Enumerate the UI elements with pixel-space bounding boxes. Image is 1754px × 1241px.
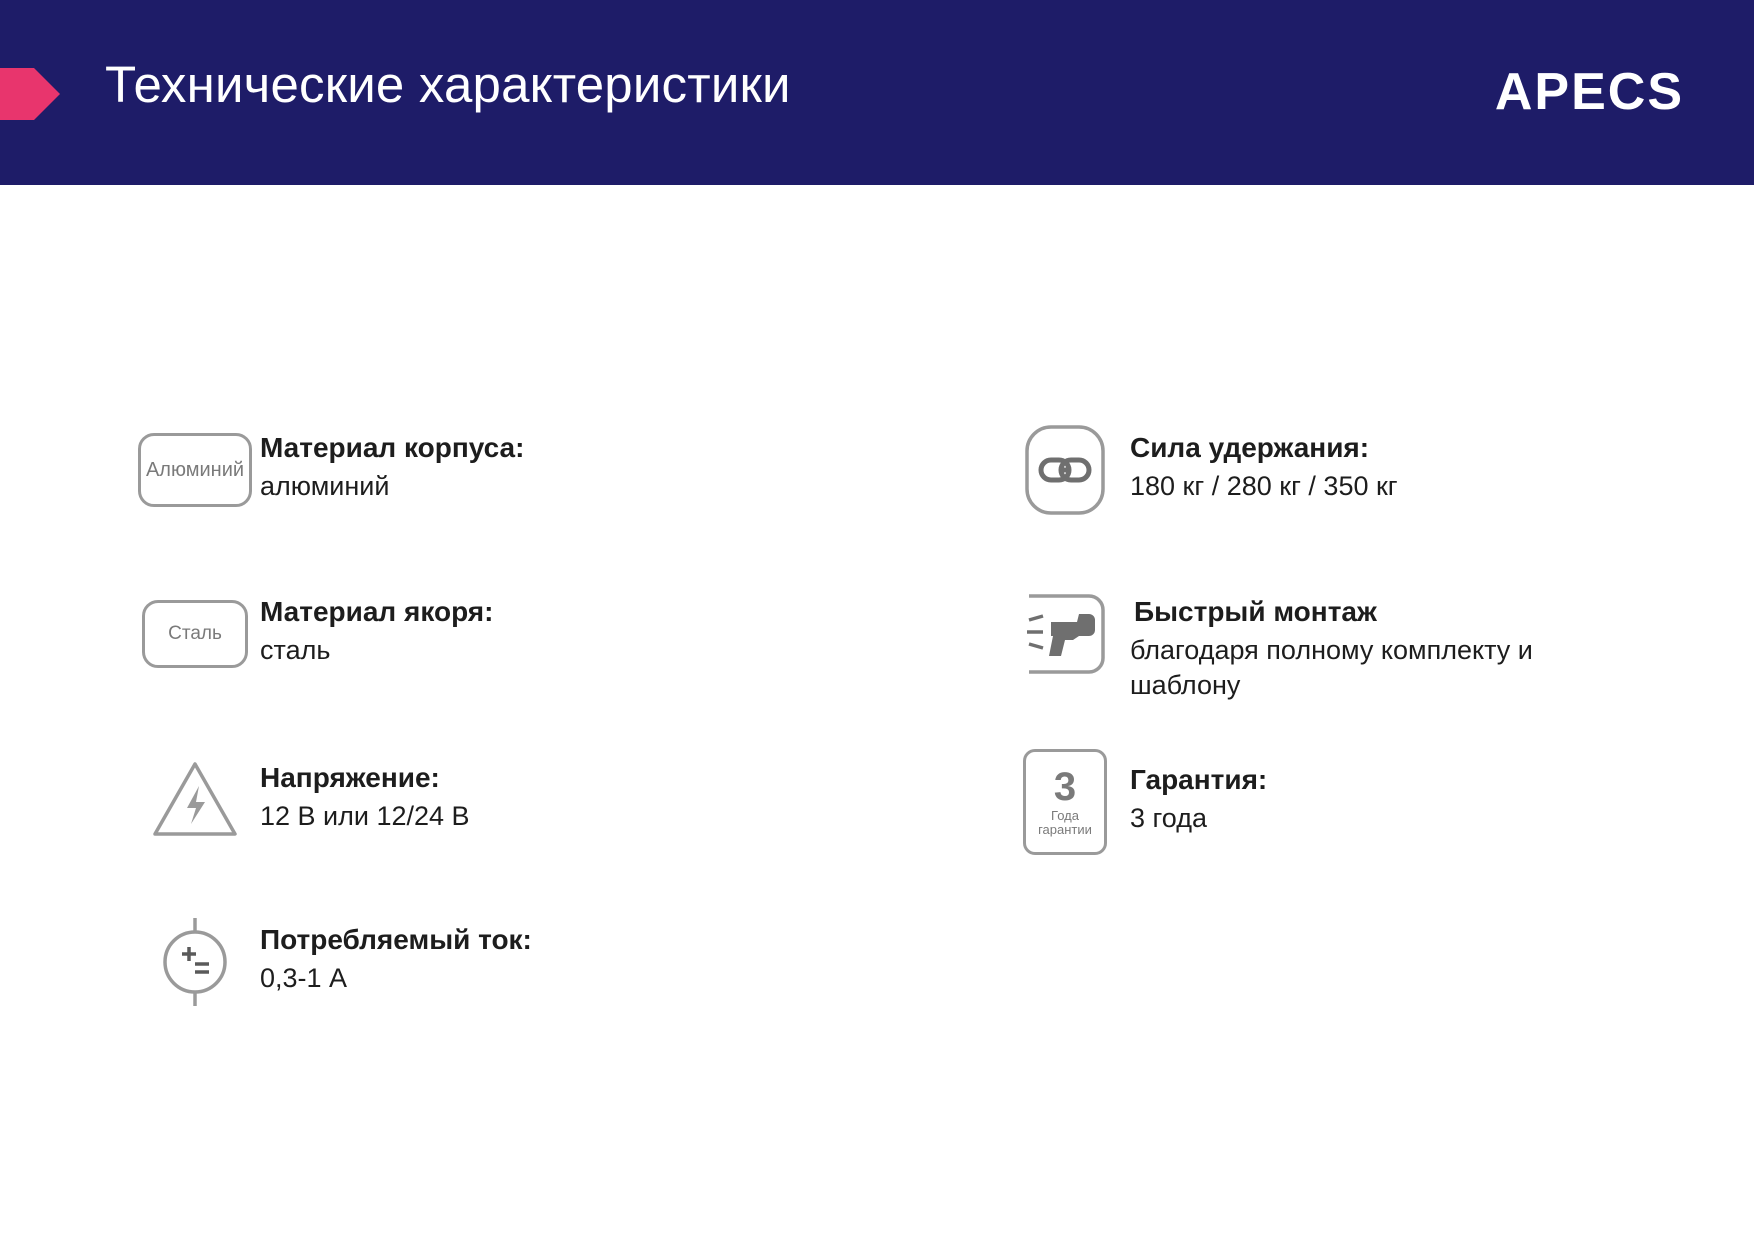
specifications-section [0, 185, 1754, 1241]
spec-title: Потребляемый ток: [260, 924, 532, 955]
steel-tag-icon [130, 584, 260, 684]
warranty-number: 3 [1053, 765, 1077, 810]
spec-title: Гарантия: [1130, 764, 1268, 796]
spec-title: Быстрый монтаж [1134, 596, 1377, 627]
spec-value: 0,3-1 А [260, 962, 348, 993]
spec-text-warranty [1130, 752, 1267, 836]
brand-logo: APECS [1494, 63, 1684, 121]
spec-value: 3 года [1130, 802, 1207, 833]
aluminium-tag-label: Алюминий [138, 433, 252, 507]
spec-item-body-material [130, 420, 830, 520]
warranty-sublabel-line2: гарантии [1038, 822, 1092, 838]
chain-link-icon [1000, 420, 1130, 520]
current-icon [130, 912, 260, 1012]
spec-text-armature-material [260, 584, 493, 668]
spec-value: 180 кг / 280 кг / 350 кг [1130, 470, 1398, 501]
spec-item-fast-mounting [1000, 584, 1700, 704]
specs-column-left [130, 420, 830, 1012]
spec-value: благодаря полному комплекту и шаблону [1130, 634, 1533, 701]
steel-tag-label: Сталь [142, 600, 248, 668]
spec-item-voltage [130, 750, 830, 850]
spec-item-armature-material [130, 584, 830, 684]
page-title: Технические характеристики [105, 56, 791, 113]
spec-title: Напряжение: [260, 762, 440, 793]
spec-value: алюминий [260, 470, 390, 501]
spec-item-warranty [1000, 752, 1700, 852]
warranty-sublabel-line1: Года [1051, 808, 1079, 824]
warranty-badge [1023, 749, 1107, 855]
spec-text-fast-mounting [1130, 584, 1550, 704]
spec-item-current [130, 912, 830, 1012]
spec-value: сталь [260, 634, 331, 665]
spec-text-body-material [260, 420, 524, 504]
spec-title: Материал корпуса: [260, 432, 525, 463]
drill-icon [1000, 584, 1130, 684]
spec-text-holding-force [1130, 420, 1398, 504]
specs-column-right [1000, 420, 1700, 852]
spec-value: 12 В или 12/24 В [260, 800, 470, 831]
spec-title: Сила удержания: [1130, 432, 1370, 463]
accent-arrow-icon [0, 68, 60, 120]
spec-text-current [260, 912, 532, 996]
warranty-3-years-icon [1000, 752, 1130, 852]
voltage-warning-icon [130, 750, 260, 850]
page-header [0, 0, 1754, 185]
spec-title: Материал якоря: [260, 596, 494, 627]
aluminium-tag-icon [130, 420, 260, 520]
spec-text-voltage [260, 750, 470, 834]
spec-item-holding-force [1000, 420, 1700, 520]
